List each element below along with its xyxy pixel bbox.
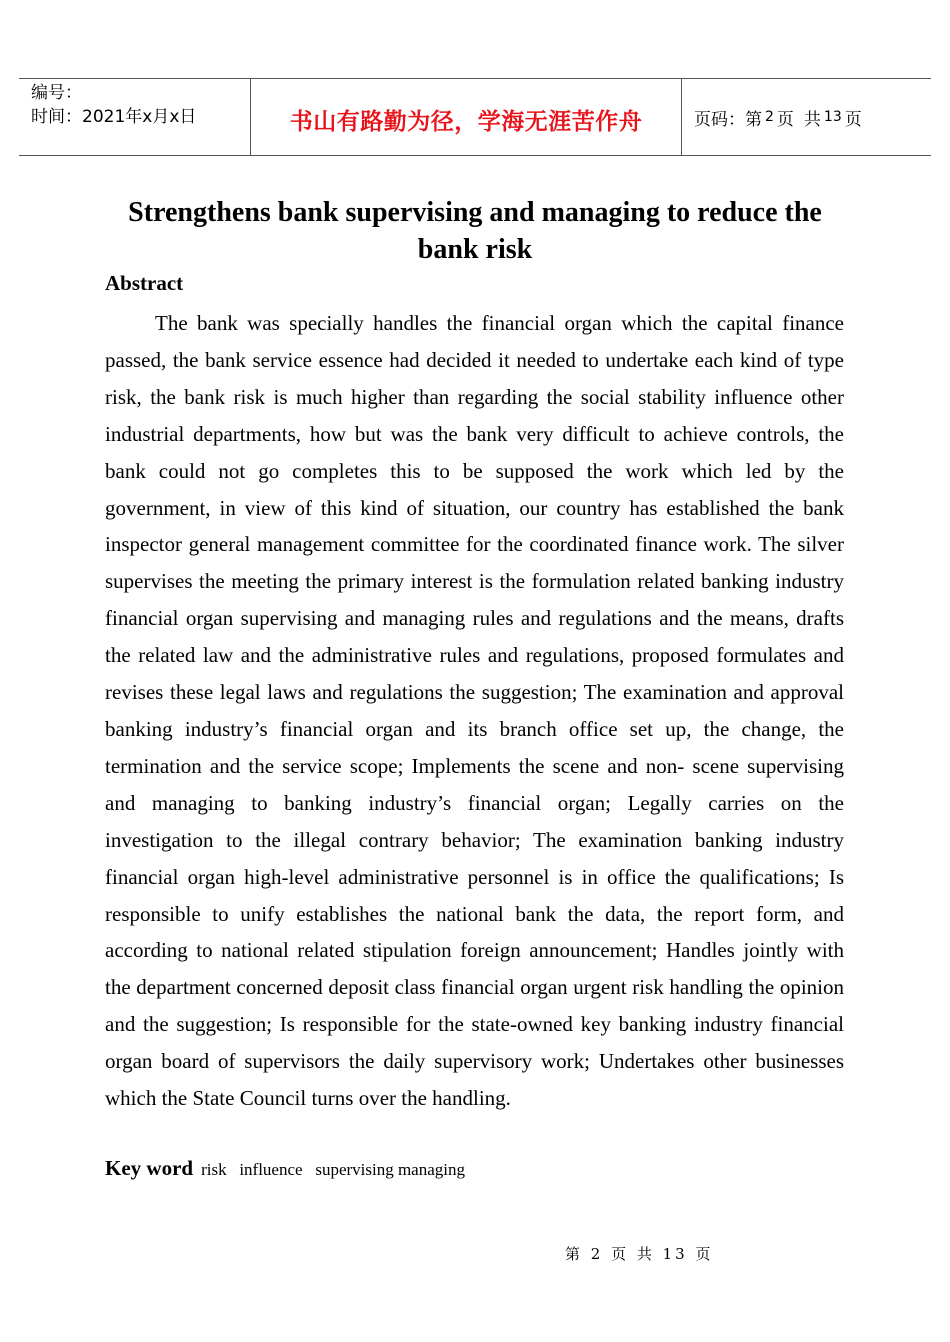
document-date: 时间：2021年x月x日 <box>31 107 197 127</box>
abstract-paragraph: The bank was specially handles the financial organ which the capital finance passed, the bank service essence had decided it needed to undertake each kind of type risk, the bank risk is much higher than regarding the social stability influence other industrial departments, how but was the bank very difficult to achieve controls, the bank could not go completes this to be supposed the work which led by the government, in view of this kind of situation, our country has established the bank inspector general management committee for the coordinated finance work. The silver supervises the meeting the primary interest is the formulation related banking industry financial organ supervising and managing rules and regulations and the means, drafts the related law and the administrative rules and regulations, proposed formulates and revises these legal laws and regulations the suggestion; The examination and approval banking industry’s financial organ and its branch office set up, the change, the termination and the service scope; Implements the scene and non- scene supervising and managing to banking industry’s financial organ; Legally carries on the investigation to the illegal contrary behavior; The examination banking industry financial organ high-level administrative personnel is in office the qualifications; Is responsible to unify establishes the national bank the data, the report form, and according to national related stipulation foreign announcement; Handles jointly with the department concerned deposit class financial organ urgent risk handling the opinion and the suggestion; Is responsible for the state-owned key banking industry financial organ board of supervisors the daily supervisory work; Undertakes other businesses which the State Council turns over the handling. <box>105 311 844 1111</box>
abstract-heading: Abstract <box>105 271 184 295</box>
header-motto: 书山有路勤为径，学海无涯苦作舟 <box>289 108 643 135</box>
document-number-label: 编号： <box>31 83 82 103</box>
total-label: 共 <box>803 109 821 130</box>
page-header <box>19 78 931 156</box>
total-unit: 页 <box>844 109 862 130</box>
keyword-label: Key word <box>105 1156 194 1180</box>
keyword-line <box>105 1156 465 1181</box>
header-motto-cell <box>251 79 682 155</box>
header-page-cell <box>682 79 931 155</box>
document-title: Strengthens bank supervising and managing to reduce the bank risk <box>128 197 822 265</box>
page-label: 页码：第 <box>694 109 762 130</box>
page-current: 2 <box>765 109 774 125</box>
page-total: 13 <box>823 109 842 125</box>
header-meta-cell <box>19 79 251 155</box>
keyword-list: risk influence supervising managing <box>201 1160 465 1179</box>
page-footer: 第 2 页 共 13 页 <box>565 1245 714 1263</box>
page-unit: 页 <box>776 109 794 130</box>
